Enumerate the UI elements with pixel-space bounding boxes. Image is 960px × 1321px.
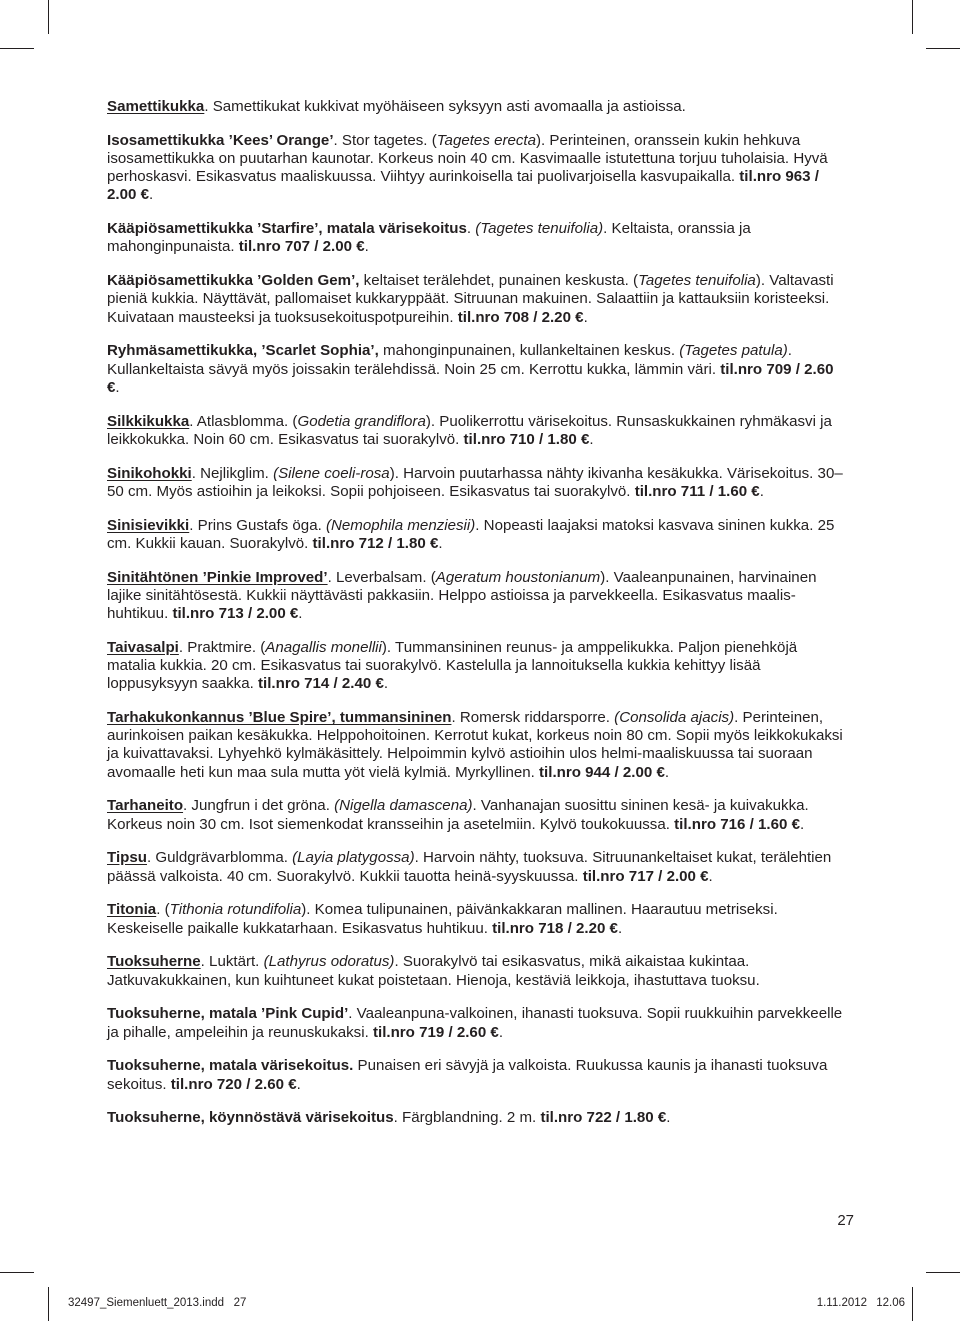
crop-mark [0,1272,34,1273]
crop-mark [926,1272,960,1273]
order-number: til.nro 709 / 2.60 € [107,360,834,396]
latin-name: (Consolida ajacis) [614,709,735,727]
entry-description: . ( [156,901,170,919]
slug-filename: 32497_Siemenluett_2013.indd 27 [68,1297,247,1309]
entry-name: Tarhaneito [107,797,184,815]
catalog-entry [107,849,847,885]
order-number: til.nro 720 / 2.60 € [170,1075,297,1093]
catalog-entry [107,98,847,116]
latin-name: (Tagetes patula) [679,342,788,360]
entry-name: Sinitähtönen ’Pinkie Improved’ [107,568,328,586]
catalog-entry [107,272,847,327]
entry-name: Isosamettikukka ’Kees’ Orange’ [107,131,334,149]
entry-description: . Stor tagetes. ( [333,131,437,149]
entry-name: Sinikohokki [107,464,192,482]
entry-description: . [664,763,670,781]
crop-mark [48,1287,49,1321]
latin-name: (Lathyrus odoratus) [263,953,395,971]
crop-mark [48,0,49,34]
order-number: til.nro 963 / 2.00 € [107,168,819,204]
order-number: til.nro 713 / 2.00 € [172,605,299,623]
latin-name: Tagetes tenuifolia [638,272,756,290]
entry-name: Sinisievikki [107,516,190,534]
catalog-entry [107,797,847,833]
entry-description: . [498,1023,504,1041]
catalog-entry [107,465,847,501]
latin-name: (Layia platygossa) [292,849,415,867]
crop-mark [912,0,913,34]
catalog-entry [107,709,847,782]
entry-description: . Samettikukat kukkivat myöhäiseen syksyyn asti avomaalla ja astioissa. [204,98,686,115]
entry-name: Silkkikukka [107,412,190,430]
catalog-entry [107,220,847,256]
catalog-entry [107,1005,847,1041]
crop-mark [0,48,34,49]
catalog-entry [107,953,847,989]
order-number: til.nro 708 / 2.20 € [457,308,584,326]
page-number: 27 [837,1212,854,1229]
entry-description: ). Komea tulipunainen, päivänkakkaran mallinen. Haarautuu metriseksi. Keskeiselle paikalle kukkatarhaan. Esikasvatus huhtikuu. [107,901,778,937]
order-number: til.nro 712 / 1.80 € [312,534,439,552]
entry-description: . Perinteinen, aurinkoisen paikan kesäkukka. Helppohoitoinen. Kerrotut kukat, korkeus noin 80 cm. Sopii myös leikkokukaksi ja kuivattavaksi. Lyhyehkö kylmäkäsittely. Helpoimmin kylvö astioihin ulos helmi-maaliskuussa tai suoraan avomaalle heti kun maa sula mutta yöt vielä kylmiä. Myrkyllinen. [107,709,843,781]
entry-description: . Kullankeltaista sävyä myös joissakin terälehdissä. Noin 25 cm. Kerrottu kukka, lämmin väri. [107,342,792,378]
entry-description: ). Puolikerrottu värisekoitus. Runsaskukkainen ryhmäkasvi ja leikkokukka. Noin 60 cm. Esikasvatus tai suorakylvö. [107,412,832,448]
catalog-entry [107,639,847,694]
entry-description: . [589,430,594,448]
entry-description: . Atlasblomma. ( [189,412,298,430]
entry-description: ). Tummansininen reunus- ja amppelikukka. Paljon pienehköjä matalia kukkia. 20 cm. Esikasvatus tai suorakylvö. Kastelulla ja lannoituksella kukkia kehittyy lisää loppusyksyyn saakka. [107,638,798,693]
entry-description: . Suorakylvö tai esikasvatus, mikä aikaistaa kukintaa. Jatkuvakukkainen, kun kuihtuneet kukat poistetaan. Hienoja, kestäviä leikkoja, ihastuttava tuoksu. [107,953,760,989]
entry-name: Kääpiösamettikukka ’Golden Gem’, [107,272,360,290]
catalog-entry [107,132,847,205]
entry-description: . [298,605,303,623]
latin-name: Tithonia rotundifolia [169,901,302,919]
catalog-content [107,98,847,1143]
entry-description: . [617,919,623,937]
entry-description: . [364,238,369,256]
order-number: til.nro 944 / 2.00 € [539,763,665,781]
entry-description: ). Harvoin puutarhassa nähty ikivanha kesäkukka. Värisekoitus. 30–50 cm. Myös astioihin ja leikoksi. Sopii pohjoiseen. Esikasvatus tai suorakylvö. [107,464,843,500]
entry-description: . Praktmire. ( [178,638,266,656]
latin-name: (Silene coeli-rosa [273,464,390,482]
entry-description: . [759,482,764,500]
entry-name: Tuoksuherne, matala ’Pink Cupid’ [107,1005,349,1023]
entry-description: . Vanhanajan suosittu sininen kesä- ja kuivakukka. Korkeus noin 30 cm. Isot siemenkodat kransseihin ja asetelmiin. Kylvö toukokuussa. [107,797,809,833]
entry-description: . [438,534,443,552]
catalog-entry [107,1057,847,1093]
entry-description: . Luktärt. [200,953,264,971]
entry-description: ). Valtavasti pieniä kukkia. Näyttävät, pallomaiset kukkaryppäät. Sitruunan makuinen. Salaattiin ja kattauksiin koristeeksi. Kuivataan mausteeksi ja tuoksusekoituspotpureihin. [107,272,834,326]
entry-description: . Färgblandning. 2 m. [393,1109,541,1127]
entry-description: . Nopeasti laajaksi matoksi kasvava sininen kukka. 25 cm. Kukkii kauan. Suorakylvö. [107,516,835,552]
entry-name: Samettikukka [107,98,205,115]
entry-description: . Nejlikglim. [191,464,274,482]
entry-description: ). Vaaleanpunainen, harvinainen lajike sinitähtösestä. Kukkii näyttävästi pakkasiin. Helppo astioissa ja parvekkeella. Esikasvatus maalis-huhtikuu. [107,568,817,623]
entry-name: Tuoksuherne [107,953,201,971]
crop-mark [912,1287,913,1321]
order-number: til.nro 710 / 1.80 € [463,430,590,448]
entry-description: . Romersk riddarsporre. [451,709,615,727]
entry-description: . [296,1075,301,1093]
entry-description: . Vaaleanpuna-valkoinen, ihanasti tuoksuva. Sopii ruukkuihin parvekkeelle ja pihalle, ampeleihin ja reunuskukaksi. [107,1005,843,1041]
entry-description: . [466,220,476,238]
latin-name: Ageratum houstonianum [435,568,601,586]
order-number: til.nro 707 / 2.00 € [238,238,365,256]
latin-name: Anagallis monellii [265,638,382,656]
order-number: til.nro 718 / 2.20 € [492,919,618,937]
entry-description: . Guldgrävarblomma. [146,849,293,867]
slug-date: 1.11.2012 12.06 [816,1297,905,1309]
latin-name: (Tagetes tenuifolia) [475,220,604,238]
order-number: til.nro 719 / 2.60 € [372,1023,499,1041]
order-number: til.nro 717 / 2.00 € [582,867,709,885]
entry-description: mahonginpunainen, kullankeltainen keskus. [378,342,680,360]
entry-description: ). Perinteinen, oranssein kukin hehkuva isosamettikukka on puutarhan kaunotar. Korkeus noin 40 cm. Kasvimaalle istutettuna torjuu tuholaisia. Hyvä perhoskasvi. Esikasvatus maaliskuussa. Viihtyy aurinkoisella tai puolivarjoisella kasvupaikalla. [107,131,828,186]
entry-name: Tuoksuherne, matala värisekoitus. [107,1057,354,1075]
entry-description: . [148,186,154,204]
entry-name: Kääpiösamettikukka ’Starfire’, matala värisekoitus [107,220,467,238]
crop-mark [926,48,960,49]
entry-description: . Prins Gustafs öga. [189,516,326,534]
entry-name: Ryhmäsamettikukka, ’Scarlet Sophia’, [107,342,379,360]
catalog-entry [107,1109,847,1127]
entry-description: . Jungfrun i det gröna. [183,797,335,815]
entry-description: . [799,815,805,833]
entry-description: . [583,308,588,326]
entry-description: . [708,867,713,885]
entry-description: . Leverbalsam. ( [327,568,436,586]
catalog-entry [107,569,847,624]
entry-name: Tipsu [107,849,147,867]
latin-name: Tagetes erecta [436,131,537,149]
entry-description: Punaisen eri sävyjä ja valkoista. Ruukussa kaunis ja ihanasti tuoksuva sekoitus. [107,1057,828,1093]
entry-name: Tarhakukonkannus ’Blue Spire’, tummansininen [107,709,452,727]
catalog-entry [107,901,847,937]
order-number: til.nro 716 / 1.60 € [674,815,800,833]
entry-description: . [666,1109,671,1127]
catalog-entry [107,413,847,449]
entry-description: . [383,675,389,693]
catalog-entry [107,517,847,553]
latin-name: (Nigella damascena) [334,797,473,815]
order-number: til.nro 714 / 2.40 € [258,675,384,693]
entry-description: . [115,378,120,396]
latin-name: (Nemophila menziesii) [325,516,476,534]
order-number: til.nro 711 / 1.60 € [634,482,760,500]
entry-description: keltaiset terälehdet, punainen keskusta. ( [359,272,639,290]
latin-name: Godetia grandiflora [297,412,426,430]
entry-description: . Harvoin nähty, tuoksuva. Sitruunankeltaiset kukat, terälehtien päässä valkoista. 40 cm. Suorakylvö. Kukkii tauotta heinä-syyskuussa. [107,849,832,885]
order-number: til.nro 722 / 1.80 € [540,1109,667,1127]
entry-name: Taivasalpi [107,638,179,656]
entry-description: . Keltaista, oranssia ja mahonginpunaista. [107,220,751,256]
entry-name: Titonia [107,901,157,919]
catalog-entry [107,342,847,397]
entry-name: Tuoksuherne, köynnöstävä värisekoitus [107,1109,394,1127]
